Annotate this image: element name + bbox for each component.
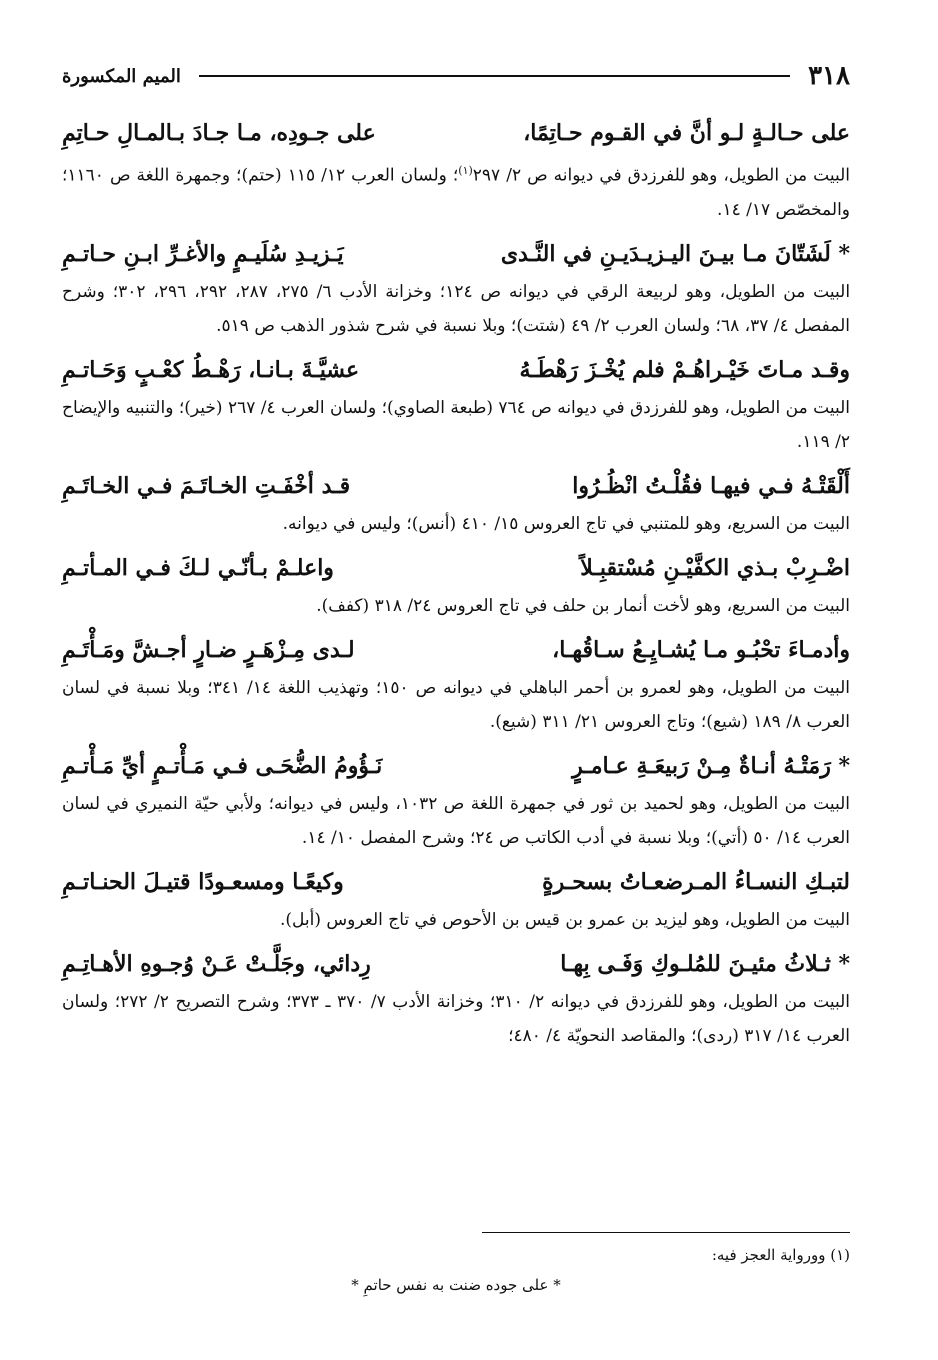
verse-annotation: البيت من السريع، وهو لأخت أنمار بن حلف في تاج العروس ٢٤/ ٣١٨ (كفف). <box>316 595 850 616</box>
verse-annotation: البيت من الطويل، وهو لعمرو بن أحمر الباهلي في ديوانه ص ١٥٠؛ وتهذيب اللغة ١٤/ ٣٤١؛ وبلا نسبة في لسان العرب ٨/ ١٨٩ (شيع)؛ وتاج العروس ٢١/ ٣١١ (شيع). <box>62 677 850 732</box>
verse-entry <box>62 629 850 739</box>
verse-entry <box>62 112 850 227</box>
chapter-title: الميم المكسورة <box>62 65 181 87</box>
verse-annotation: البيت من السريع، وهو للمتنبي في تاج العروس ١٥/ ٤١٠ (أنس)؛ وليس في ديوانه. <box>282 513 850 534</box>
verse-annotation: البيت من الطويل، وهو لربيعة الرقي في ديوانه ص ١٢٤؛ وخزانة الأدب ٦/ ٢٧٥، ٢٨٧، ٢٩٢، ٢٩٦، ٣٠٢؛ وشرح المفصل ٤/ ٣٧، ٦٨؛ ولسان العرب ٢/ ٤٩ (شتت)؛ وبلا نسبة في شرح شذور الذهب ص ٥١٩. <box>62 281 851 336</box>
verse-second-hemistich: على جـودِه، مـا جـادَ بـالمـالِ حـاتِمِ <box>62 120 376 146</box>
verse-first-hemistich: لتبـكِ النسـاءُ المـرضعـاتُ بسحـرةٍ <box>542 868 850 895</box>
verse-line <box>62 112 850 154</box>
verse-first-hemistich: * ثـلاثُ مئيـنَ للمُلـوكِ وَفَـى بِهـا <box>560 950 850 977</box>
verse-second-hemistich: وكيعًـا ومسعـودًا قتيـلَ الحنـاتـمِ <box>62 868 344 895</box>
verse-line <box>62 465 850 507</box>
verse-second-hemistich: لـدى مِـزْهَـرٍ ضـارٍ أجـشَّ ومَـأْتَـمِ <box>62 636 355 663</box>
running-header <box>62 58 850 94</box>
verse-second-hemistich: نَـؤُومُ الضُّحَـى فـي مَـأْتـمٍ أيِّ مَـأْتـمِ <box>62 752 383 779</box>
verse-first-hemistich: وقـد مـاتَ خَيْـراهُـمْ فلم يُخْـزَ رَهْطَـهُ <box>519 356 850 383</box>
verse-second-hemistich: رِدائي، وجَلَّـتْ عَـنْ وُجـوهِ الأهـاتِـمِ <box>62 950 371 977</box>
annotation-text-continued: ؛ ولسان العرب ١٢/ ١١٥ (حتم)؛ وجمهرة اللغة ص ١١٦٠؛ والمخصّص ١٧/ ١٤. <box>62 165 850 220</box>
verse-line <box>62 629 850 671</box>
verse-first-hemistich: على حـالـةٍ لـو أنَّ في القـوم حـاتِمًا، <box>523 120 850 146</box>
verse-entry <box>62 745 850 855</box>
footnote-variant-reading: * على جوده ضنت به نفس حاتمِ * <box>351 1276 561 1294</box>
verse-annotation: البيت من الطويل، وهو ليزيد بن عمرو بن قيس بن الأحوص في تاج العروس (أبل). <box>280 909 850 930</box>
verse-entries <box>62 112 850 1059</box>
verse-entry <box>62 943 850 1053</box>
verse-entry <box>62 861 850 937</box>
verse-second-hemistich: عشيَّـةَ بـانـا، رَهْـطُ كعْـبٍ وَحَـاتـمِ <box>62 356 360 383</box>
verse-entry <box>62 547 850 623</box>
verse-line <box>62 943 850 985</box>
footnote-separator <box>482 1232 850 1233</box>
verse-annotation <box>62 154 850 227</box>
footnote <box>62 1240 850 1300</box>
verse-first-hemistich: وأدمـاءَ تحْبُـو مـا يُشـايِـعُ سـاقُهـا، <box>552 636 850 663</box>
verse-line <box>62 861 850 903</box>
page-number: ٣١٨ <box>808 61 850 91</box>
verse-second-hemistich: واعلـمْ بـأنّـي لـكَ فـي المـأتـمِ <box>62 554 334 581</box>
verse-entry <box>62 349 850 459</box>
footnote-marker[interactable]: (١) <box>458 164 473 177</box>
verse-annotation: البيت من الطويل، وهو للفرزدق في ديوانه ٢/ ٣١٠؛ وخزانة الأدب ٧/ ٣٧٠ ـ ٣٧٣؛ وشرح التصريح ٢/ ٢٧٢؛ ولسان العرب ١٤/ ٣١٧ (ردى)؛ والمقاصد النحويّة ٤/ ٤٨٠؛ <box>62 991 850 1046</box>
annotation-text: البيت من الطويل، وهو للفرزدق في ديوانه ص ٢/ ٢٩٧ <box>472 165 851 186</box>
verse-first-hemistich: * رَمَتْـهُ أنـاةٌ مِـنْ رَبيعَـةِ عـامـرٍ <box>572 752 850 779</box>
verse-line <box>62 547 850 589</box>
verse-entry <box>62 233 850 343</box>
verse-line <box>62 349 850 391</box>
verse-annotation: البيت من الطويل، وهو لحميد بن ثور في جمهرة اللغة ص ١٠٣٢، وليس في ديوانه؛ ولأبي حيّة النميري في لسان العرب ١٤/ ٥٠ (أتي)؛ وبلا نسبة في أدب الكاتب ص ٢٤؛ وشرح المفصل ١٠/ ١٤. <box>62 793 850 848</box>
verse-annotation: البيت من الطويل، وهو للفرزدق في ديوانه ص ٧٦٤ (طبعة الصاوي)؛ ولسان العرب ٤/ ٢٦٧ (خير)؛ والتنبيه والإيضاح ٢/ ١١٩. <box>62 397 850 452</box>
verse-first-hemistich: أَلْقَتْـهُ فـي فيهـا فقُلْـتُ انْظُـرُوا <box>572 472 850 499</box>
verse-second-hemistich: يَـزيـدِ سُلَيـمٍ والأغـرِّ ابـنِ حـاتـمِ <box>62 240 344 267</box>
verse-first-hemistich: * لَشَتّانَ مـا بيـنَ اليـزيـدَيـنِ في النَّـدى <box>500 240 850 267</box>
verse-entry <box>62 465 850 541</box>
verse-line <box>62 233 850 275</box>
verse-second-hemistich: قـد أخْفَـتِ الخـاتَـمَ فـي الخـاتَـمِ <box>62 472 351 499</box>
verse-line <box>62 745 850 787</box>
verse-first-hemistich: اضْـرِبْ بـذي الكفَّيْـنِ مُسْتقبِـلاً <box>580 554 850 581</box>
footnote-text: (١) وورواية العجز فيه: <box>711 1246 850 1264</box>
header-rule <box>199 75 790 77</box>
